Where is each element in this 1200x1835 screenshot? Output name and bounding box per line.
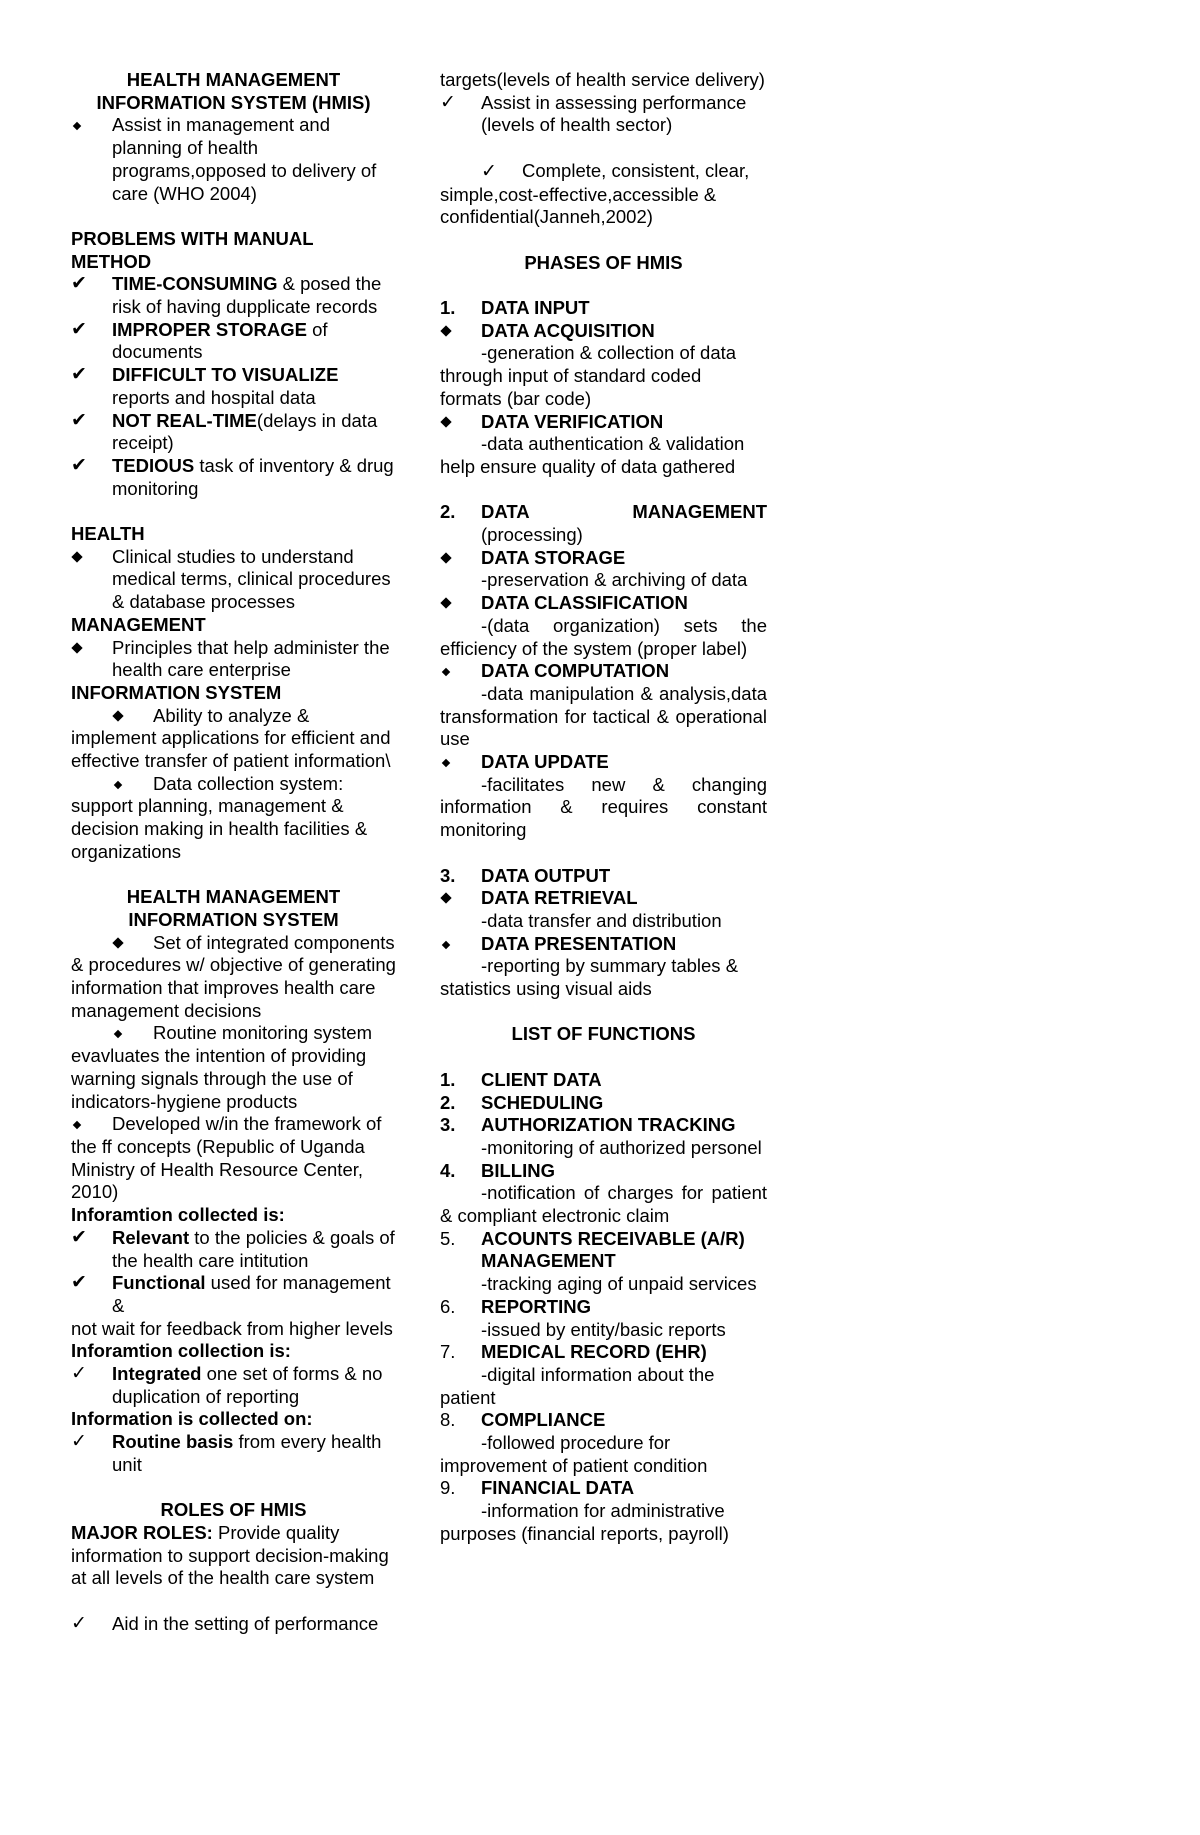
list-item: 8. COMPLIANCE (440, 1409, 606, 1431)
phase-step-desc: -facilitates new & changing information & requires constant monitoring (440, 773, 767, 841)
list-item: ✓ Aid in the setting of performance (71, 1612, 379, 1634)
list-item: ✔ IMPROPER STORAGE of documents (71, 318, 328, 363)
phase-step-desc: -reporting by summary tables & statistics using visual aids (440, 955, 739, 1000)
list-item-desc: -issued by entity/basic reports (481, 1318, 726, 1340)
list-item-desc: -followed procedure for improvement of patient condition (440, 1432, 708, 1476)
left-column (71, 69, 396, 1635)
list-item: 4. BILLING (440, 1159, 555, 1181)
diamond-bullet-icon (442, 668, 450, 676)
list-item-desc: -information for administrative purposes (financial reports, payroll) (440, 1500, 729, 1544)
list-item-continuation: not wait for feedback from higher levels (71, 1317, 393, 1339)
list-item: 3. AUTHORIZATION TRACKING (440, 1114, 736, 1136)
list-item-continuation: the ff concepts (Republic of Uganda Ministry of Health Resource Center, 2010) (71, 1136, 365, 1203)
check-bold-icon: ✔ (71, 318, 87, 340)
info-collected-on-heading: Information is collected on: (71, 1408, 313, 1430)
diamond-bullet-icon (440, 893, 451, 904)
list-item: ✔ NOT REAL-TIME(delays in data receipt) (71, 409, 378, 454)
phase-step-desc: -data transfer and distribution (481, 909, 722, 931)
diamond-bullet-icon (440, 597, 451, 608)
diamond-bullet-icon (442, 940, 450, 948)
check-icon: ✓ (71, 1363, 87, 1385)
list-item: Ability to analyze & implement applications for efficient and effective transfer of patient information\ (71, 704, 391, 772)
functions-list (440, 1069, 767, 1546)
phase-step: DATA PRESENTATION (440, 933, 767, 956)
check-bold-icon: ✔ (71, 273, 87, 295)
list-item: 6. REPORTING (440, 1295, 591, 1317)
phase-step-desc: -data manipulation & analysis,data transformation for tactical & operational use (440, 682, 767, 750)
diamond-bullet-icon (114, 1030, 122, 1038)
list-item: 7. MEDICAL RECORD (EHR) (440, 1341, 707, 1363)
list-item: ✓ Integrated one set of forms & no duplication of reporting (71, 1363, 383, 1407)
list-item-desc: -tracking aging of unpaid services (481, 1273, 757, 1295)
diamond-bullet-icon (114, 781, 122, 789)
problems-heading: PROBLEMS WITH MANUAL METHOD (71, 227, 314, 272)
information-system-heading: INFORMATION SYSTEM (71, 681, 282, 703)
phases-title: PHASES OF HMIS (524, 251, 683, 273)
list-item: Principles that help administer the health care enterprise (71, 637, 396, 682)
list-item: ✔ TEDIOUS task of inventory & drug monitoring (71, 454, 394, 499)
diamond-bullet-icon (73, 122, 81, 130)
phase-step-desc: -data authentication & validation help ensure quality of data gathered (440, 433, 745, 477)
roles-title: ROLES OF HMIS (160, 1499, 307, 1521)
hmis-title: HEALTH MANAGEMENT INFORMATION SYSTEM (HMIS) (96, 69, 371, 113)
major-roles-paragraph: MAJOR ROLES: Provide quality information to support decision-making at all levels of the health care system (71, 1521, 389, 1589)
list-item: ✔ Functional used for management & (71, 1272, 391, 1316)
check-icon: ✓ (481, 160, 497, 182)
diamond-bullet-icon (112, 710, 123, 721)
right-column (440, 69, 767, 1546)
list-item: Developed w/in the framework of (71, 1113, 396, 1136)
check-bold-icon: ✔ (71, 1272, 87, 1294)
list-item: 9. FINANCIAL DATA (440, 1477, 635, 1499)
check-icon: ✓ (71, 1612, 87, 1634)
phase-step-desc: -(data organization) sets the efficiency of the system (proper label) (440, 614, 767, 659)
check-bold-icon: ✔ (71, 454, 87, 476)
functions-title: LIST OF FUNCTIONS (511, 1023, 696, 1045)
phase-step: DATA CLASSIFICATION (440, 592, 767, 615)
list-item: ✔ Relevant to the policies & goals of the health care intitution (71, 1226, 395, 1271)
phase-subtitle: (processing) (481, 524, 583, 545)
check-bold-icon: ✔ (71, 1226, 87, 1248)
list-item: 2. SCHEDULING (440, 1091, 604, 1113)
list-item: ✓ Routine basis from every health unit (71, 1431, 382, 1475)
phase-step: DATA STORAGE (440, 547, 767, 570)
phase-heading: 2. DATA MANAGEMENT (440, 501, 767, 523)
phase-step-desc: -generation & collection of data through input of standard coded formats (bar code) (440, 342, 737, 409)
diamond-bullet-icon (440, 416, 451, 427)
list-item: Data collection system: support planning, management & decision making in health facilities & organizations (71, 772, 368, 862)
phase-step: DATA RETRIEVAL (440, 887, 767, 910)
check-bold-icon: ✔ (71, 364, 87, 386)
list-item-desc: -notification of charges for patient & compliant electronic claim (440, 1182, 767, 1227)
list-item: 5. ACOUNTS RECEIVABLE (A/R) MANAGEMENT (440, 1227, 745, 1272)
hmis-section-title: HEALTH MANAGEMENT INFORMATION SYSTEM (126, 886, 341, 930)
info-collected-is-heading: Inforamtion collected is: (71, 1204, 285, 1226)
list-item: ✓ Assist in assessing performance (levels of health sector) (440, 91, 747, 136)
management-heading: MANAGEMENT (71, 613, 206, 635)
phase-step: DATA ACQUISITION (440, 320, 767, 343)
list-item-desc: -monitoring of authorized personel (481, 1136, 762, 1158)
check-icon: ✓ (440, 91, 456, 113)
diamond-bullet-icon (440, 552, 451, 563)
diamond-bullet-icon (73, 1121, 81, 1129)
diamond-bullet-icon (71, 551, 82, 562)
phase-step: DATA COMPUTATION (440, 660, 767, 683)
list-item: 1. CLIENT DATA (440, 1068, 602, 1090)
info-collection-is-heading: Inforamtion collection is: (71, 1340, 291, 1362)
health-heading: HEALTH (71, 523, 145, 545)
phase-heading: 3. DATA OUTPUT (440, 864, 611, 886)
diamond-bullet-icon (71, 642, 82, 653)
diamond-bullet-icon (442, 759, 450, 767)
diamond-bullet-icon (112, 937, 123, 948)
list-item: ✓ Complete, consistent, clear, simple,cost-effective,accessible & confidential(Janneh,2002) (440, 159, 750, 228)
list-item: ✔ TIME-CONSUMING & posed the risk of having dupplicate records (71, 273, 382, 318)
intro-bullet: Assist in management and planning of health programs,opposed to delivery of care (WHO 2004) (71, 114, 396, 205)
check-icon: ✓ (71, 1431, 87, 1453)
phase-step: DATA VERIFICATION (440, 411, 767, 434)
list-item: ✔ DIFFICULT TO VISUALIZE reports and hospital data (71, 364, 339, 408)
diamond-bullet-icon (440, 325, 451, 336)
phase-step-desc: -preservation & archiving of data (481, 569, 748, 591)
problems-list (71, 273, 396, 500)
targets-continuation: targets(levels of health service delivery) (440, 69, 765, 90)
list-item: Clinical studies to understand medical terms, clinical procedures & database processes (71, 546, 396, 614)
phase-step: DATA UPDATE (440, 751, 767, 774)
check-bold-icon: ✔ (71, 409, 87, 431)
phase-heading: 1. DATA INPUT (440, 296, 590, 318)
list-item: Routine monitoring system evavluates the intention of providing warning signals through the use of indicators-hygiene products (71, 1022, 373, 1112)
list-item-desc: -digital information about the patient (440, 1363, 715, 1408)
list-item: Set of integrated components & procedures w/ objective of generating information that improves health care management decisions (71, 931, 396, 1021)
